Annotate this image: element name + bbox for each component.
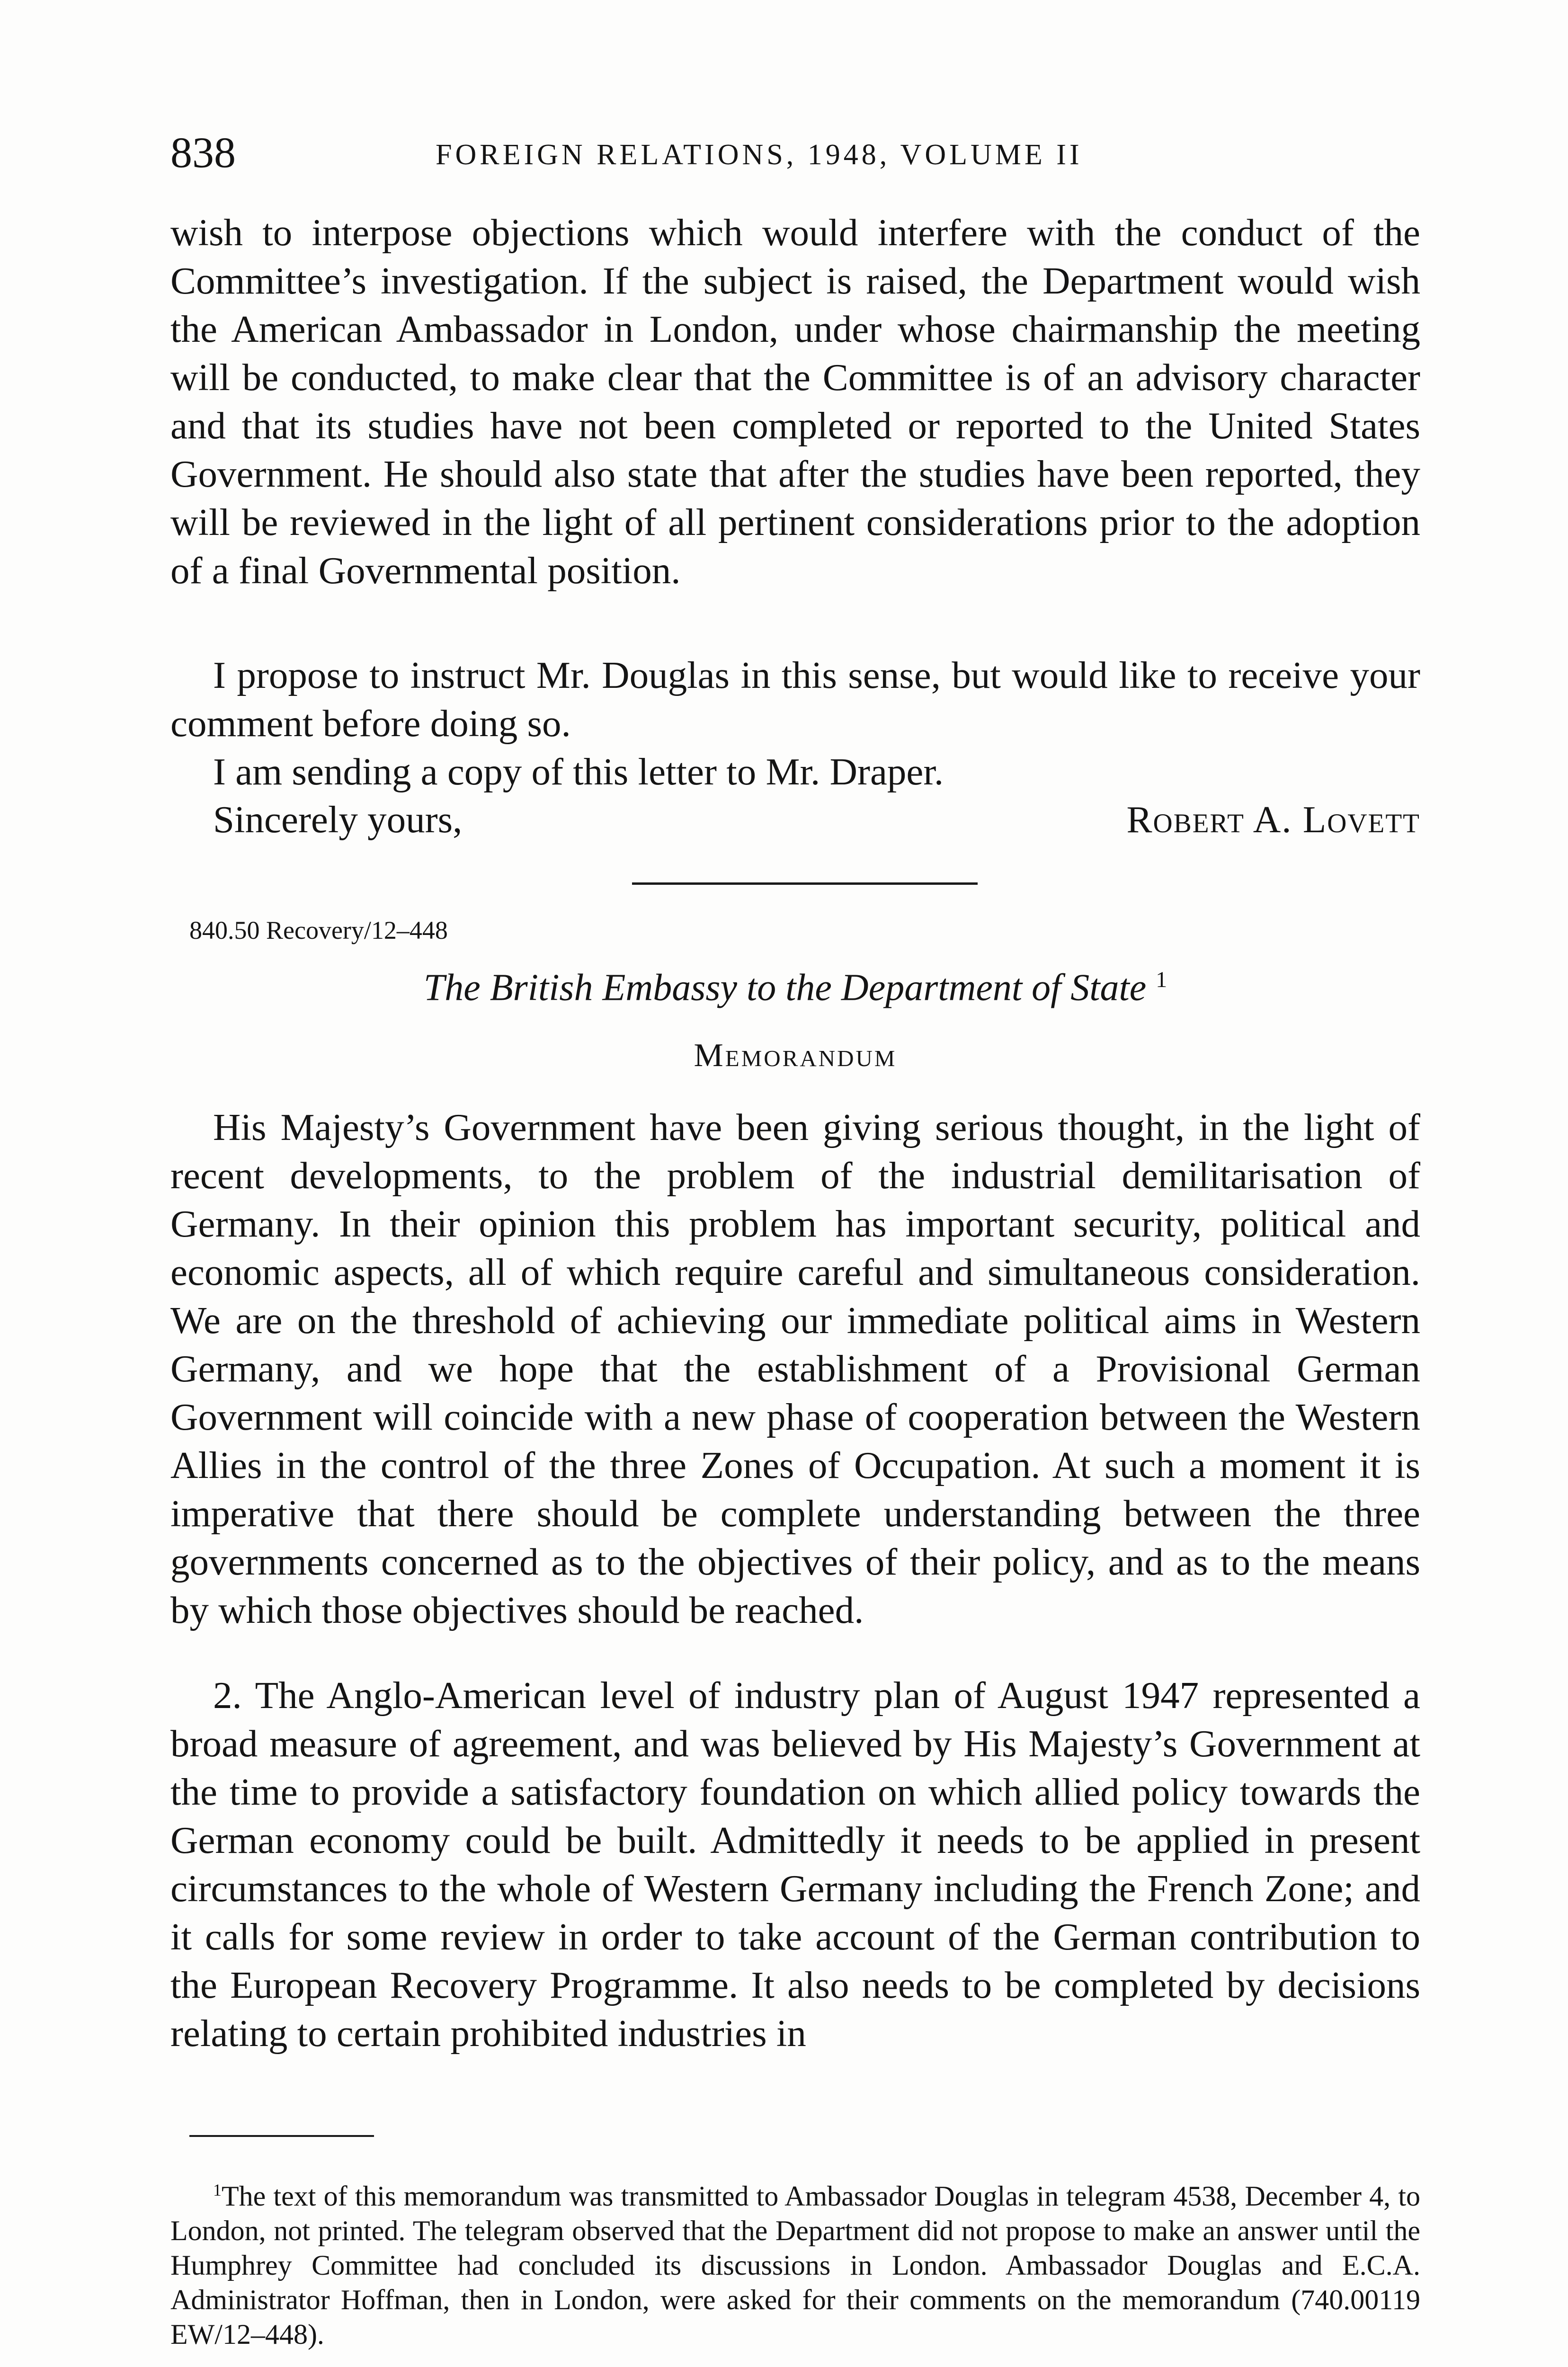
document-label: Memorandum	[694, 1037, 897, 1074]
footnote-reference: 1	[1156, 967, 1167, 992]
section-divider	[632, 882, 978, 885]
footnote-rule	[189, 2135, 374, 2137]
memorandum-paragraph: 2. The Anglo-American level of industry plan of August 1947 represented a broad measure of agreement, and was believed by His Majesty’s Government at the time to provide a satisfactory foundation on which allied policy towards the German economy could be built. Admittedly it needs to be applied in present circumstances to the whole of Western Germany including the French Zone; and it calls for some review in order to take account of the German contribution to the European Recovery Programme. It also needs to be completed by decisions relating to certain prohibited industries in	[170, 1674, 1420, 2055]
footnote-marker: 1	[213, 2180, 222, 2199]
letter-continued-paragraph	[170, 208, 1420, 595]
letter-paragraph-propose: I propose to instruct Mr. Douglas in this sense, but would like to receive your comment before doing so.	[170, 654, 1420, 745]
letter-signoff	[170, 795, 1420, 847]
letter-paragraph-copy: I am sending a copy of this letter to Mr. Draper.	[213, 750, 944, 793]
footnote	[170, 2173, 1420, 2352]
memorandum-paragraph-2	[170, 1671, 1420, 2057]
memorandum-paragraph-1	[170, 1103, 1420, 1634]
signature: Robert A. Lovett	[1126, 798, 1420, 841]
document-title	[170, 954, 1420, 1014]
running-head: FOREIGN RELATIONS, 1948, VOLUME II	[436, 139, 1083, 171]
page-header	[170, 124, 1420, 181]
letter-closing-paragraphs	[170, 651, 1420, 796]
document-title-text: The British Embassy to the Department of State	[423, 967, 1147, 1009]
page-number: 838	[170, 128, 236, 177]
footnote-text: The text of this memorandum was transmitted to Ambassador Douglas in telegram 4538, December 4, to London, not printed. The telegram observed that the Department did not propose to make an answer until the Humphrey Committee had concluded its discussions in London. Ambassador Douglas and E.C.A. Administrator Hoffman, then in London, were asked for their comments on the memorandum (740.00119 EW/12–448).	[170, 2180, 1420, 2350]
file-number: 840.50 Recovery/12–448	[189, 916, 448, 944]
memorandum-paragraph: His Majesty’s Government have been giving serious thought, in the light of recent developments, to the problem of the industrial demilitarisation of Germany. In their opinion this problem has important security, political and economic aspects, all of which require careful and simultaneous consideration. We are on the threshold of achieving our immediate political aims in Western Germany, and we hope that the establishment of a Provisional German Government will coincide with a new phase of cooperation between the Western Allies in the control of the three Zones of Occupation. At such a moment it is imperative that there should be complete understanding between the three governments concerned as to the objectives of their policy, and as to the means by which those objectives should be reached.	[170, 1106, 1420, 1631]
letter-paragraph: wish to interpose objections which would interfere with the conduct of the Committee’s investigation. If the subject is raised, the Department would wish the American Ambassador in London, under whose chairmanship the meeting will be conducted, to make clear that the Committee is of an advisory character and that its studies have not been completed or reported to the United States Government. He should also state that after the studies have been reported, they will be reviewed in the light of all pertinent considerations prior to the adoption of a final Governmental position.	[170, 211, 1420, 592]
complimentary-close: Sincerely yours,	[213, 798, 463, 841]
